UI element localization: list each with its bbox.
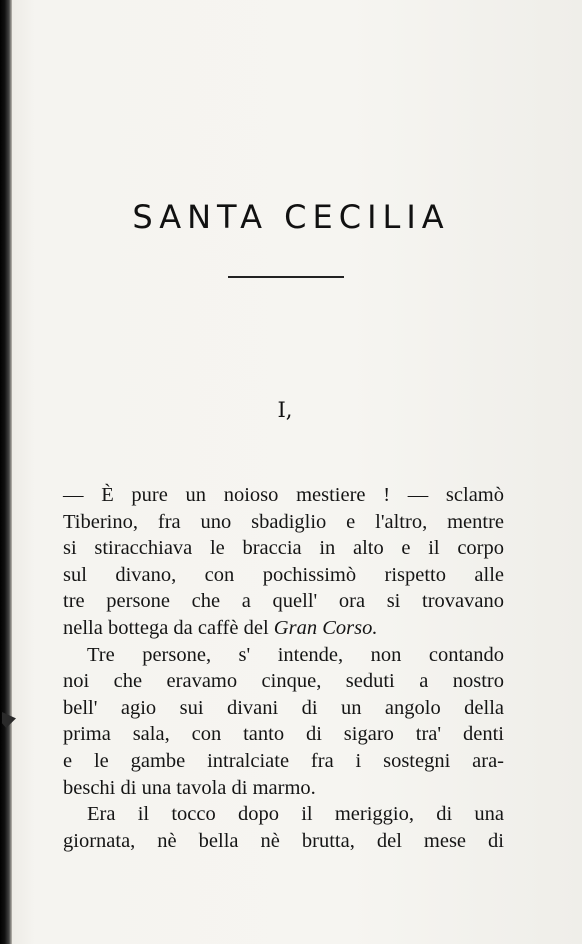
text-line-prefix: nella bottega da caffè del xyxy=(63,616,274,639)
text-line: Era il tocco dopo il meriggio, di una xyxy=(87,803,504,826)
text-line: bell' agio sui divani di un angolo della xyxy=(63,696,504,719)
chapter-number: I, xyxy=(277,398,293,422)
text-line xyxy=(63,615,504,642)
text-line: noi che eravamo cinque, seduti a nostro xyxy=(63,670,504,693)
paragraph-3 xyxy=(63,801,504,854)
paragraph-1 xyxy=(63,482,504,642)
italic-place-name: Gran Corso. xyxy=(273,616,378,639)
body-text xyxy=(63,482,504,854)
text-line: prima sala, con tanto di sigaro tra' denti xyxy=(63,723,504,746)
text-line: — È pure un noioso mestiere ! — sclamò xyxy=(63,484,504,506)
text-line: e le gambe intralciate fra i sostegni ara- xyxy=(63,749,504,772)
text-line: sul divano, con pochissimò rispetto alle xyxy=(63,563,504,586)
text-line: Tre persone, s' intende, non contando xyxy=(87,643,504,666)
chapter-title: SANTA CECILIA xyxy=(132,198,450,236)
text-line: tre persone che a quell' ora si trovavano xyxy=(63,590,504,613)
book-spine-shadow xyxy=(0,0,12,944)
text-line: si stiracchiava le braccia in alto e il corpo xyxy=(63,537,504,560)
title-rule-divider xyxy=(228,276,344,278)
text-line: beschi di una tavola di marmo. xyxy=(63,776,316,799)
text-line: giornata, nè bella nè brutta, del mese di xyxy=(63,829,504,852)
text-line: Tiberino, fra uno sbadiglio e l'altro, mentre xyxy=(63,510,504,533)
paragraph-2 xyxy=(63,642,504,802)
